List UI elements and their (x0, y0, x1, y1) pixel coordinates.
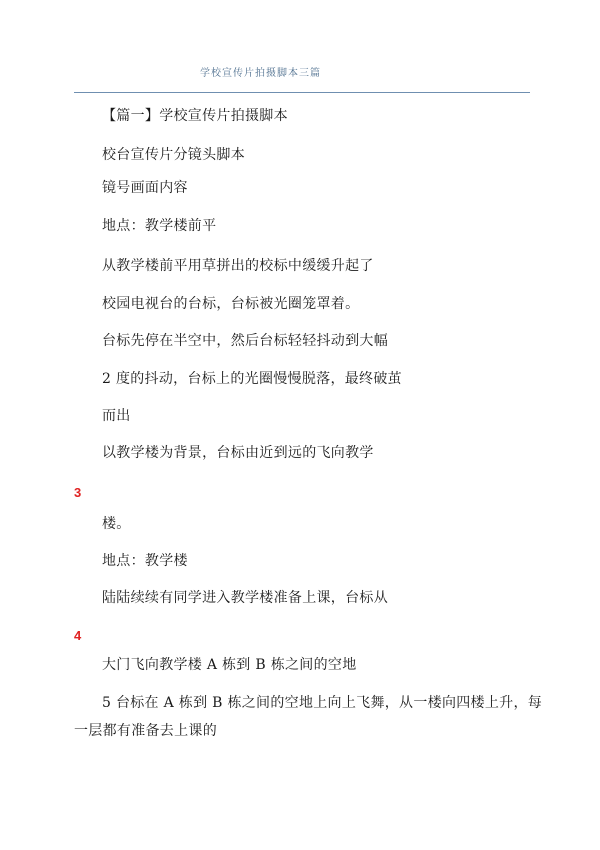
paragraph-line: 而出 (102, 408, 131, 424)
paragraph-line: 校园电视台的台标，台标被光圈笼罩着。 (102, 296, 360, 312)
shot-number-marker: 4 (74, 628, 82, 643)
paragraph-line: 以教学楼为背景，台标由近到远的飞向教学 (102, 445, 374, 461)
header-divider (74, 92, 530, 93)
page-header-title: 学校宣传片拍摄脚本三篇 (200, 68, 321, 79)
paragraph-line: 地点：教学楼 (102, 553, 188, 569)
section-heading: 【篇一】学校宣传片拍摄脚本 (102, 108, 288, 124)
paragraph-line: 校台宣传片分镜头脚本 (102, 147, 245, 163)
shot-number-marker: 3 (74, 485, 82, 500)
paragraph-line: 5 台标在 A 栋到 B 栋之间的空地上向上飞舞，从一楼向四楼上升，每 (102, 695, 543, 711)
paragraph-line: 2 度的抖动，台标上的光圈慢慢脱落，最终破茧 (102, 371, 402, 387)
paragraph-line: 镜号画面内容 (102, 180, 188, 196)
paragraph-line: 台标先停在半空中，然后台标轻轻抖动到大幅 (102, 333, 388, 349)
paragraph-line: 陆陆续续有同学进入教学楼准备上课，台标从 (102, 590, 388, 606)
paragraph-line: 地点：教学楼前平 (102, 218, 217, 234)
paragraph-line: 大门飞向教学楼 A 栋到 B 栋之间的空地 (102, 657, 357, 673)
paragraph-line: 楼。 (102, 516, 131, 532)
paragraph-line: 一层都有准备去上课的 (74, 723, 217, 739)
paragraph-line: 从教学楼前平用草拼出的校标中缓缓升起了 (102, 258, 374, 274)
